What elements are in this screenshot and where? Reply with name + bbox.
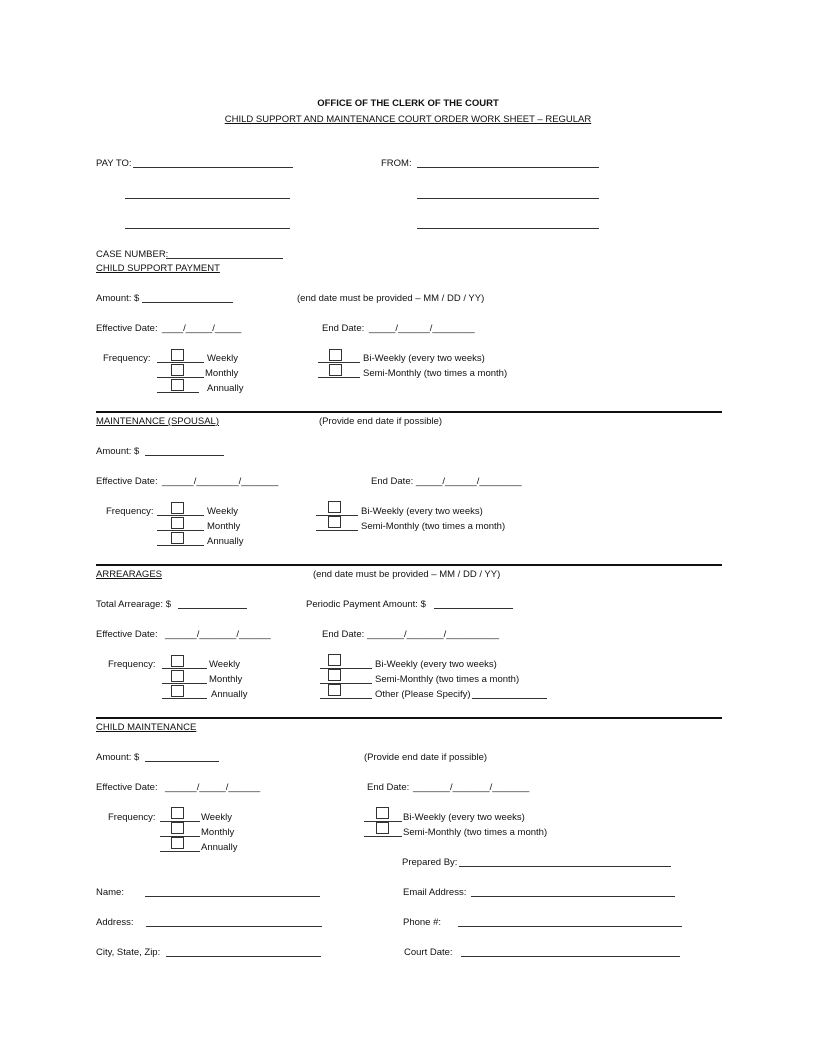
pay-to-line-1[interactable] [133,167,293,168]
sp-weekly-label: Weekly [207,506,238,517]
ar-biweekly-checkbox[interactable] [328,654,341,666]
ar-monthly-checkbox[interactable] [171,670,184,682]
cm-weekly-label: Weekly [201,812,232,823]
cm-biweekly-label: Bi-Weekly (every two weeks) [403,812,525,823]
ar-other-checkbox[interactable] [328,684,341,696]
cs-monthly-line [157,377,204,378]
phone-line[interactable] [458,926,682,927]
sp-monthly-label: Monthly [207,521,241,532]
sp-frequency-label: Frequency: [106,506,154,517]
ar-periodic-label: Periodic Payment Amount: $ [306,599,426,610]
sp-end-date[interactable]: _____/______/________ [416,476,522,487]
ar-other-label: Other (Please Specify) [375,689,471,700]
ar-end-label: End Date: [322,629,365,640]
from-line-1[interactable] [417,167,599,168]
spousal-note: (Provide end date if possible) [319,416,443,427]
section-divider-2 [96,564,722,566]
cs-annually-checkbox[interactable] [171,379,184,391]
cs-end-note: (end date must be provided – MM / DD / YY) [297,293,485,304]
ar-weekly-line [162,668,207,669]
sp-semimonthly-checkbox[interactable] [328,516,341,528]
phone-label: Phone #: [403,917,442,928]
cm-note: (Provide end date if possible) [364,752,488,763]
ar-effective-label: Effective Date: [96,629,158,640]
cm-annually-line [160,851,200,852]
arrearages-heading: ARREARAGES [96,569,162,580]
cs-weekly-checkbox[interactable] [171,349,184,361]
case-number-label: CASE NUMBER: [96,249,169,260]
cs-amount-line[interactable] [142,302,233,303]
cs-end-label: End Date: [322,323,365,334]
cm-semimonthly-checkbox[interactable] [376,822,389,834]
ar-semimonthly-label: Semi-Monthly (two times a month) [375,674,520,685]
cm-biweekly-checkbox[interactable] [376,807,389,819]
case-number-line[interactable] [166,258,283,259]
cs-weekly-label: Weekly [207,353,238,364]
cm-amount-label: Amount: $ [96,752,140,763]
ar-frequency-label: Frequency: [108,659,156,670]
sp-annually-label: Annually [207,536,244,547]
ar-total-line[interactable] [178,608,247,609]
pay-to-line-3[interactable] [125,228,290,229]
cs-semimonthly-checkbox[interactable] [329,364,342,376]
cs-semimonthly-label: Semi-Monthly (two times a month) [363,368,508,379]
cs-annually-line [157,392,199,393]
cs-monthly-checkbox[interactable] [171,364,184,376]
ar-other-line [320,698,372,699]
sp-effective-label: Effective Date: [96,476,158,487]
sp-effective-date[interactable]: ______/________/_______ [162,476,279,487]
cm-effective-label: Effective Date: [96,782,158,793]
cs-frequency-label: Frequency: [103,353,151,364]
section-divider-3 [96,717,722,719]
ar-total-label: Total Arrearage: $ [96,599,171,610]
ar-effective-date[interactable]: ______/_______/______ [165,629,271,640]
prepared-by-label: Prepared By: [402,857,458,868]
ar-monthly-line [162,683,207,684]
sp-end-label: End Date: [371,476,414,487]
from-label: FROM: [381,158,412,169]
sp-annually-line [157,545,204,546]
ar-end-note: (end date must be provided – MM / DD / YY) [313,569,501,580]
email-line[interactable] [471,896,675,897]
cs-annually-label: Annually [207,383,244,394]
pay-to-line-2[interactable] [125,198,290,199]
child-maintenance-heading: CHILD MAINTENANCE [96,722,197,733]
sp-semimonthly-line [316,530,358,531]
cm-effective-date[interactable]: ______/_____/______ [165,782,261,793]
address-label: Address: [96,917,134,928]
sp-monthly-line [157,530,204,531]
cs-end-date[interactable]: _____/______/________ [369,323,475,334]
from-line-3[interactable] [417,228,599,229]
ar-weekly-label: Weekly [209,659,240,670]
name-line[interactable] [145,896,320,897]
sp-biweekly-label: Bi-Weekly (every two weeks) [361,506,483,517]
court-date-label: Court Date: [404,947,453,958]
cm-semimonthly-label: Semi-Monthly (two times a month) [403,827,548,838]
cs-effective-date[interactable]: ____/_____/_____ [162,323,242,334]
cm-frequency-label: Frequency: [108,812,156,823]
ar-monthly-label: Monthly [209,674,243,685]
email-label: Email Address: [403,887,467,898]
prepared-by-line[interactable] [459,866,671,867]
spousal-heading: MAINTENANCE (SPOUSAL) [96,416,219,427]
ar-end-date[interactable]: _______/_______/__________ [367,629,500,640]
cm-annually-checkbox[interactable] [171,837,184,849]
form-subtitle: CHILD SUPPORT AND MAINTENANCE COURT ORDER WORK SHEET – REGULAR [224,114,592,125]
name-label: Name: [96,887,124,898]
office-title: OFFICE OF THE CLERK OF THE COURT [317,98,499,109]
cs-biweekly-label: Bi-Weekly (every two weeks) [363,353,485,364]
cs-amount-label: Amount: $ [96,293,140,304]
ar-annually-label: Annually [211,689,248,700]
cm-annually-label: Annually [201,842,238,853]
section-divider-1 [96,411,722,413]
cs-biweekly-line [318,362,360,363]
ar-other-specify-line[interactable] [472,698,547,699]
address-line[interactable] [146,926,322,927]
ar-annually-line [162,698,207,699]
cs-biweekly-checkbox[interactable] [329,349,342,361]
sp-weekly-checkbox[interactable] [171,502,184,514]
sp-biweekly-checkbox[interactable] [328,501,341,513]
cs-weekly-line [157,362,204,363]
ar-semimonthly-checkbox[interactable] [328,669,341,681]
cs-semimonthly-line [318,377,360,378]
cm-end-date[interactable]: _______/_______/_______ [413,782,530,793]
sp-amount-line[interactable] [145,455,224,456]
cm-semimonthly-line [364,836,402,837]
child-support-heading: CHILD SUPPORT PAYMENT [96,263,220,274]
ar-annually-checkbox[interactable] [171,685,184,697]
sp-annually-checkbox[interactable] [171,532,184,544]
ar-biweekly-label: Bi-Weekly (every two weeks) [375,659,497,670]
sp-semimonthly-label: Semi-Monthly (two times a month) [361,521,506,532]
sp-weekly-line [157,515,204,516]
court-date-line[interactable] [461,956,680,957]
sp-monthly-checkbox[interactable] [171,517,184,529]
ar-periodic-line[interactable] [434,608,513,609]
cm-monthly-checkbox[interactable] [171,822,184,834]
city-state-zip-line[interactable] [166,956,321,957]
cs-monthly-label: Monthly [205,368,239,379]
sp-amount-label: Amount: $ [96,446,140,457]
ar-weekly-checkbox[interactable] [171,655,184,667]
cm-monthly-label: Monthly [201,827,235,838]
from-line-2[interactable] [417,198,599,199]
cm-end-label: End Date: [367,782,410,793]
cs-effective-label: Effective Date: [96,323,158,334]
cm-weekly-checkbox[interactable] [171,807,184,819]
city-state-zip-label: City, State, Zip: [96,947,161,958]
cm-amount-line[interactable] [145,761,219,762]
pay-to-label: PAY TO: [96,158,132,169]
